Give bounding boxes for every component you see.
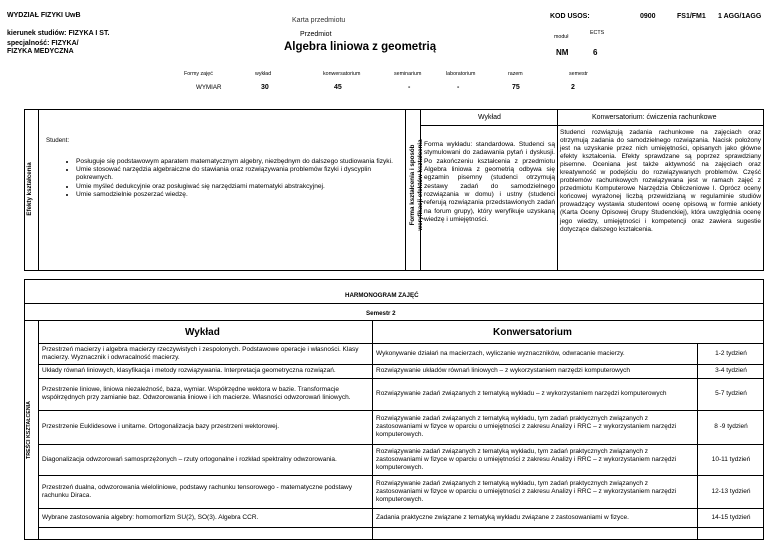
exercise-topic: Rozwiązywanie zadań związanych z tematyką wykładu, tym zadań praktycznych związanych z zastosowaniami w fizyce w oparciu o umiejętności z zakresu Analizy i RRC – z wykorzystaniem narzędzi komputerowych. xyxy=(376,447,677,471)
lecture-topic: Przestrzeń dualna, odwzorowania wieloliniowe, podstawy rachunku tensorowego - matematyczne podstawy rachunku Diraca. xyxy=(42,483,352,499)
ects-value: 6 xyxy=(593,48,598,57)
module-value: NM xyxy=(556,48,569,57)
table-row-week xyxy=(698,508,764,527)
table-row-week xyxy=(698,475,764,508)
hours-value: 2 xyxy=(571,84,575,91)
table-row-exercise xyxy=(376,343,696,364)
usos-code-label: KOD USOS: xyxy=(550,13,590,20)
lecture-topic: Przestrzeń macierzy i algebra macierzy rzeczywistych i zespolonych. Podstawowe operacje i własności. Klasy macierzy. Wyznacznik i odwracalność macierzy. xyxy=(42,345,359,361)
specialty-line-2: FIZYKA MEDYCZNA xyxy=(7,48,74,55)
week-range: 10-11 tydzień xyxy=(711,455,751,463)
hours-value: 75 xyxy=(512,84,520,91)
table-row-exercise xyxy=(376,364,696,378)
table-row-exercise xyxy=(376,378,694,410)
effect-item: • Umie stosować narzędzia algebraiczne do stawiania oraz rozwiązywania problemów fizyki i dyscyplin pokrewnych. xyxy=(76,166,394,182)
table-row-exercise xyxy=(376,508,696,527)
lecture-topic: Układy równań liniowych, klasyfikacja i metody rozwiązywania. Interpretacja geometryczna rozwiązań. xyxy=(42,367,336,374)
usos-code-1: 0900 xyxy=(640,13,656,20)
amount-label: WYMIAR xyxy=(196,84,222,91)
ects-label: ECTS xyxy=(590,30,605,36)
effects-side-label: Efekty kształcenia xyxy=(26,162,33,216)
exercise-topic: Rozwiązywanie zadań związanych z tematyką wykładu, tym zadań praktycznych związanych z zastosowaniami w fizyce w oparciu o umiejętności z zakresu Analizy i RRC – z wykorzystaniem narzędzi komputerowych. xyxy=(376,415,677,438)
divider xyxy=(405,109,406,271)
direction: kierunek studiów: FIZYKA I ST. xyxy=(7,30,110,37)
lecture-topic: Przestrzenie liniowe, liniowa niezależność, baza, wymiar. Współrzędne wektora w bazie. Transformacje współrzędnych przy zamianie baz. Odwzorowania liniowe i ich macierze. Własności odwzorowań liniowych. xyxy=(42,386,351,401)
table-row-week xyxy=(698,364,764,378)
department-name: WYDZIAŁ FIZYKI UwB xyxy=(7,12,81,19)
card-label: Karta przedmiotu xyxy=(292,17,346,24)
exercise-topic: Wykonywanie działań na macierzach, wyliczanie wyznaczników, odwracanie macierzy. xyxy=(376,349,625,357)
specialty-line-1: specjalność: FIZYKA/ xyxy=(7,40,79,47)
week-range: 8 -9 tydzień xyxy=(714,423,748,430)
table-row-lecture xyxy=(42,343,370,364)
hours-value: - xyxy=(408,84,411,91)
table-row-lecture xyxy=(42,475,370,508)
effect-item: • Umie myśleć dedukcyjnie oraz posługiwać się narzędziami matematyki abstrakcyjnej. xyxy=(76,183,394,191)
hours-value: 30 xyxy=(261,84,269,91)
hours-col-label: razem xyxy=(508,71,523,77)
table-row-lecture xyxy=(42,364,370,378)
table-row-week xyxy=(698,378,764,410)
schedule-lecture-header: Wykład xyxy=(185,327,220,338)
forms-label: Formy zajęć xyxy=(184,71,213,77)
divider xyxy=(420,125,764,126)
lecture-topic: Wybrane zastosowania algebry: homomorfizm SU(2), SO(3). Algebra CCR. xyxy=(42,513,259,521)
hours-col-label: laboratorium xyxy=(446,71,476,77)
schedule-title: HARMONOGRAM ZAJĘĆ xyxy=(345,292,419,299)
table-row-week xyxy=(698,410,764,444)
exercise-topic: Rozwiązywanie zadań związanych z tematyką wykładu, tym zadań praktycznych związanych z zastosowaniami w fizyce w oparciu o umiejętności z zakresu Analizy i RRC – z wykorzystaniem narzędzi komputerowych. xyxy=(376,479,677,503)
table-row-lecture xyxy=(42,508,370,527)
verification-side-label-1: Forma kształcenia i sposób xyxy=(409,144,416,226)
table-row-lecture xyxy=(42,410,370,444)
week-range: 5-7 tydzień xyxy=(715,390,747,397)
exercise-topic: Zadania praktyczne związane z tematyką wykładu związane z zastosowaniami w fizyce. xyxy=(376,513,629,521)
divider xyxy=(557,109,558,271)
lecture-topic: Diagonalizacja odwzorowań samosprzężonych – rzuty ortogonalne i rozkład spektralny odwzorowania. xyxy=(42,455,337,463)
divider xyxy=(24,320,764,321)
table-row-exercise xyxy=(376,444,696,475)
table-row-lecture xyxy=(42,378,370,410)
hours-value: - xyxy=(457,84,460,91)
subject-title: Algebra liniowa z geometrią xyxy=(284,41,437,53)
verification-lecture-header: Wykład xyxy=(478,114,501,121)
usos-code-2: FS1/FM1 xyxy=(677,13,706,20)
divider xyxy=(38,320,39,540)
verification-side-label-2: weryfikacji efektów kształcenia xyxy=(417,139,424,231)
hours-value: 45 xyxy=(334,84,342,91)
table-row-week xyxy=(698,343,764,364)
effects-list xyxy=(62,158,394,199)
week-range: 12-13 tydzień xyxy=(711,487,751,495)
content-side-label: TREŚCI KSZTAŁCENIA xyxy=(26,401,32,459)
effect-item: • Umie samodzielnie poszerzać wiedzę. xyxy=(76,191,394,199)
divider xyxy=(24,303,764,304)
table-row-week xyxy=(698,444,764,475)
usos-code-3: 1 AGG/1AGG xyxy=(718,13,762,20)
lecture-topic: Przestrzenie Euklidesowe i unitarne. Ortogonalizacja bazy przestrzeni wektorowej. xyxy=(42,423,279,430)
hours-col-label: seminarium xyxy=(394,71,422,77)
subject-label: Przedmiot xyxy=(300,31,332,38)
module-label: moduł xyxy=(554,34,569,40)
hours-col-label: semestr xyxy=(569,71,588,77)
table-row-lecture xyxy=(42,444,370,475)
exercise-topic: Rozwiązywanie układów równań liniowych – z wykorzystaniem narzędzi komputerowych xyxy=(376,367,630,374)
divider xyxy=(38,527,764,528)
effect-item: • Posługuje się podstawowym aparatem matematycznym algebry, niezbędnym do dalszego studiowania fizyki. xyxy=(76,158,394,166)
conversatory-verification-text: Studenci rozwiązują zadania rachunkowe na zajęciach oraz otrzymują zadania do samodzielnego rozwiązania. Nacisk położony jest na uzyskanie przez nich umiejętności, opisanych jako główne efekty kształcenia. Efekty sprawdzane są poprzez sprawdziany pisemne. Oceniana jest także aktywność na zajęciach oraz kreatywność w podejściu do rozwiązywanych problemów. Część problemów rachunkowych rozwiązywana jest w ramach zajęć z przedmiotu Komputerowe Narzędzia Obliczeniowe I. Oprócz oceny końcowej wyrażonej liczbą przewidzianą w regulaminie studiów prowadzący wystawia studentowi ocenę opisową w formie ankiety (Karta Oceny Opisowej Grupy Studenckiej), która uwzględnia ocenę jego wiedzy, umiejętności i kompetencji oraz zawiera sugestie dotyczące dalszego kształcenia. xyxy=(560,129,761,233)
week-range: 3-4 tydzień xyxy=(715,367,747,374)
student-label: Student: xyxy=(46,137,70,144)
table-row-exercise xyxy=(376,410,696,444)
hours-col-label: wykład xyxy=(255,71,272,77)
verification-conversatory-header: Konwersatorium: ćwiczenia rachunkowe xyxy=(592,114,717,121)
table-row-exercise xyxy=(376,475,696,508)
week-range: 14-15 tydzień xyxy=(711,513,751,521)
semester-label: Semestr 2 xyxy=(366,310,396,317)
hours-col-label: konwersatorium xyxy=(323,71,361,77)
week-range: 1-2 tydzień xyxy=(715,349,747,357)
schedule-conversatory-header: Konwersatorium xyxy=(493,327,572,338)
lecture-verification-text: Forma wykładu: standardowa. Studenci są stymulowani do zadawania pytań i dyskusji. Po zakończeniu kształcenia z przedmiotu Algebra liniowa z geometrią odbywa się egzamin pisemny (studenci otrzymują zestawy zadań do samodzielnego rozwiązania w domu) i ustny (studenci referują rozwiązania przedstawionych zadań na forum grupy), który weryfikuje uzyskaną wiedzę i umiejętności. xyxy=(424,141,555,224)
exercise-topic: Rozwiązywanie zadań związanych z tematyką wykładu – z wykorzystaniem narzędzi komputerowych xyxy=(376,390,667,397)
divider xyxy=(372,320,373,540)
divider xyxy=(38,109,39,271)
